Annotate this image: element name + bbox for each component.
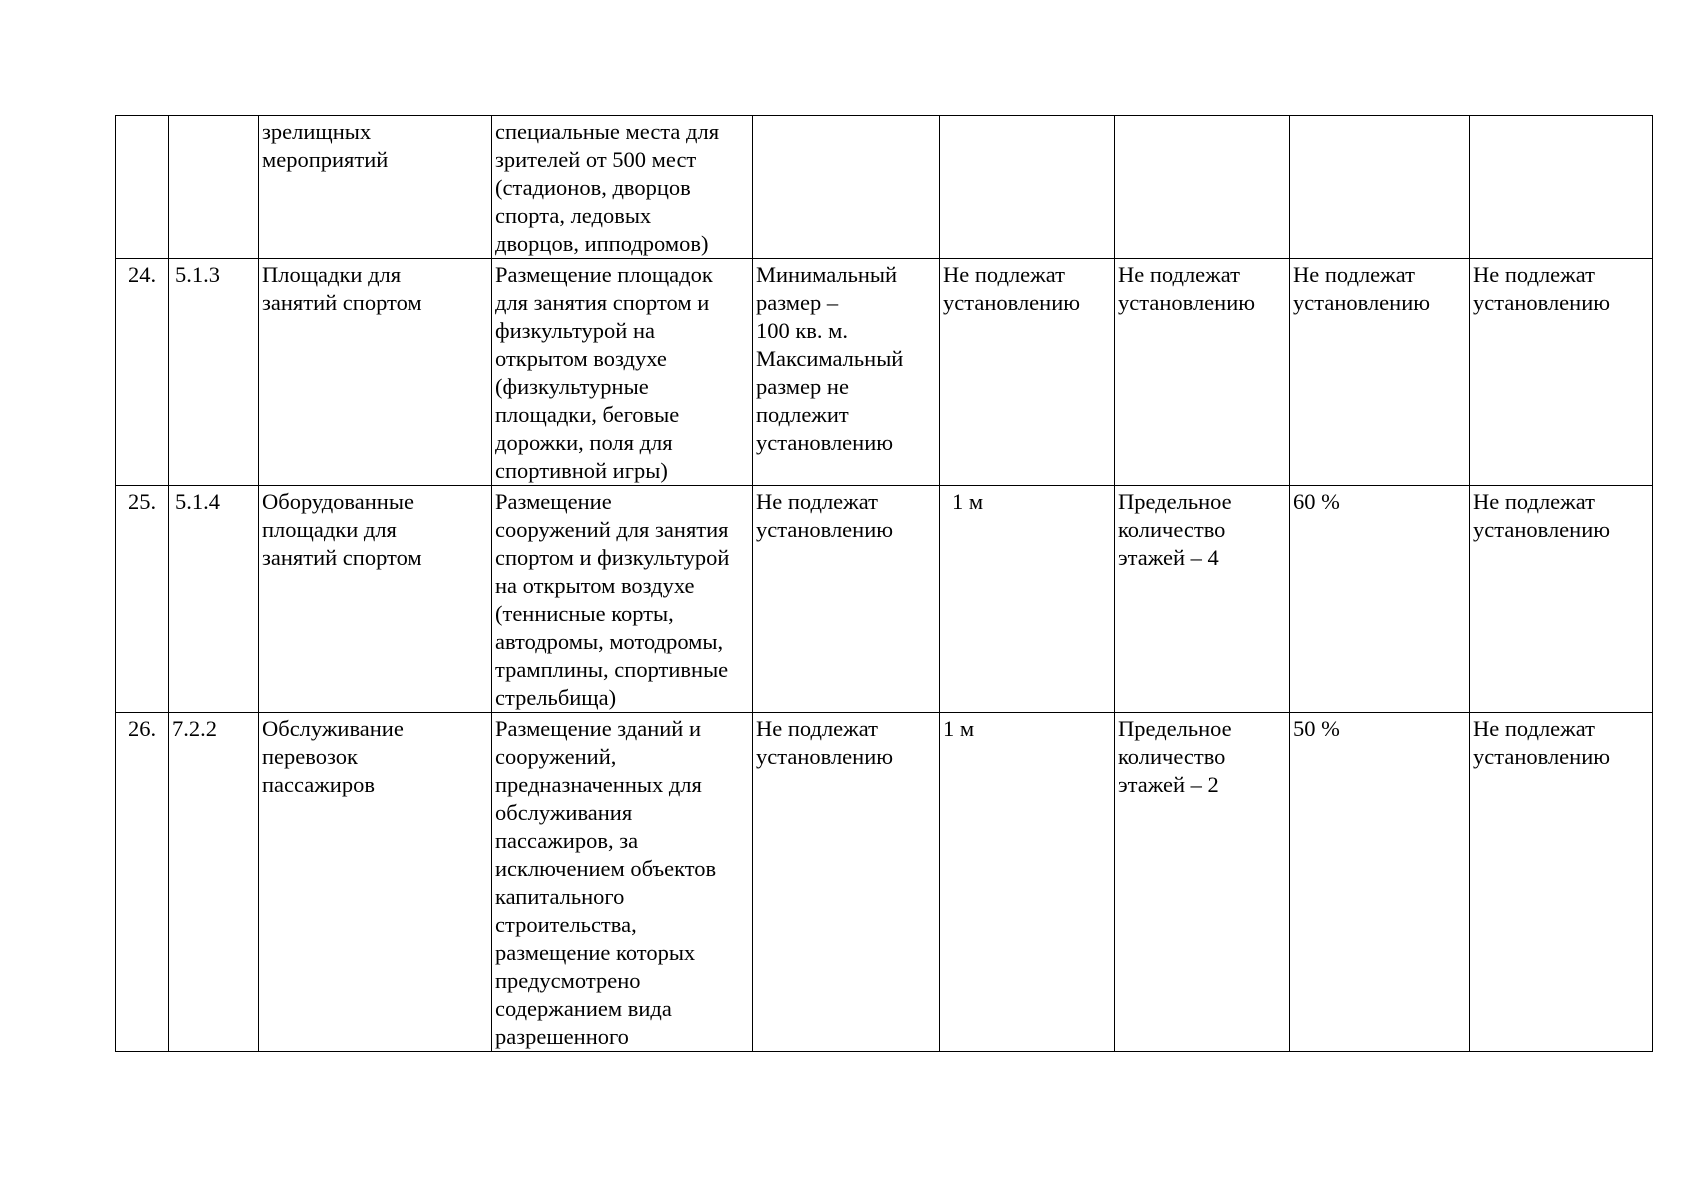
coverage-cell [1290, 116, 1470, 259]
use-description-cell: Размещение площадок для занятия спортом и физкультурой на открытом воздухе (физкультурные площадки, беговые дорожки, поля для спортивной игры) [492, 259, 753, 486]
land-use-table [115, 115, 1653, 1052]
other-params-cell: Не подлежат установлению [1470, 259, 1653, 486]
other-params-cell: Не подлежат установлению [1470, 486, 1653, 713]
plot-size-cell: Не подлежат установлению [753, 713, 940, 1052]
use-description-cell: Размещение сооружений для занятия спортом и физкультурой на открытом воздухе (теннисные корты, автодромы, мотодромы, трамплины, спортивные стрельбища) [492, 486, 753, 713]
other-params-cell [1470, 116, 1653, 259]
floors-cell: Предельное количество этажей – 4 [1115, 486, 1290, 713]
setback-cell: 1 м [940, 713, 1115, 1052]
floors-cell: Не подлежат установлению [1115, 259, 1290, 486]
use-type-name-cell: Оборудованные площадки для занятий спортом [259, 486, 492, 713]
other-params-cell: Не подлежат установлению [1470, 713, 1653, 1052]
type-code-cell: 7.2.2 [169, 713, 259, 1052]
floors-cell [1115, 116, 1290, 259]
type-code-cell [169, 116, 259, 259]
table-row [116, 713, 1653, 1052]
coverage-cell: 60 % [1290, 486, 1470, 713]
type-code-cell: 5.1.4 [169, 486, 259, 713]
table-row [116, 116, 1653, 259]
coverage-cell: Не подлежат установлению [1290, 259, 1470, 486]
setback-cell: Не подлежат установлению [940, 259, 1115, 486]
use-type-name-cell: зрелищных мероприятий [259, 116, 492, 259]
use-type-name-cell: Площадки для занятий спортом [259, 259, 492, 486]
setback-cell [940, 116, 1115, 259]
row-number-cell [116, 116, 169, 259]
plot-size-cell [753, 116, 940, 259]
coverage-cell: 50 % [1290, 713, 1470, 1052]
plot-size-cell: Не подлежат установлению [753, 486, 940, 713]
floors-cell: Предельное количество этажей – 2 [1115, 713, 1290, 1052]
type-code-cell: 5.1.3 [169, 259, 259, 486]
row-number-cell: 24. [116, 259, 169, 486]
use-type-name-cell: Обслуживание перевозок пассажиров [259, 713, 492, 1052]
setback-cell: 1 м [940, 486, 1115, 713]
plot-size-cell: Минимальный размер – 100 кв. м. Максимальный размер не подлежит установлению [753, 259, 940, 486]
use-description-cell: Размещение зданий и сооружений, предназначенных для обслуживания пассажиров, за исключением объектов капитального строительства, размещение которых предусмотрено содержанием вида разрешенного [492, 713, 753, 1052]
table-row [116, 486, 1653, 713]
row-number-cell: 25. [116, 486, 169, 713]
use-description-cell: специальные места для зрителей от 500 мест (стадионов, дворцов спорта, ледовых дворцов, ипподромов) [492, 116, 753, 259]
table-row [116, 259, 1653, 486]
row-number-cell: 26. [116, 713, 169, 1052]
